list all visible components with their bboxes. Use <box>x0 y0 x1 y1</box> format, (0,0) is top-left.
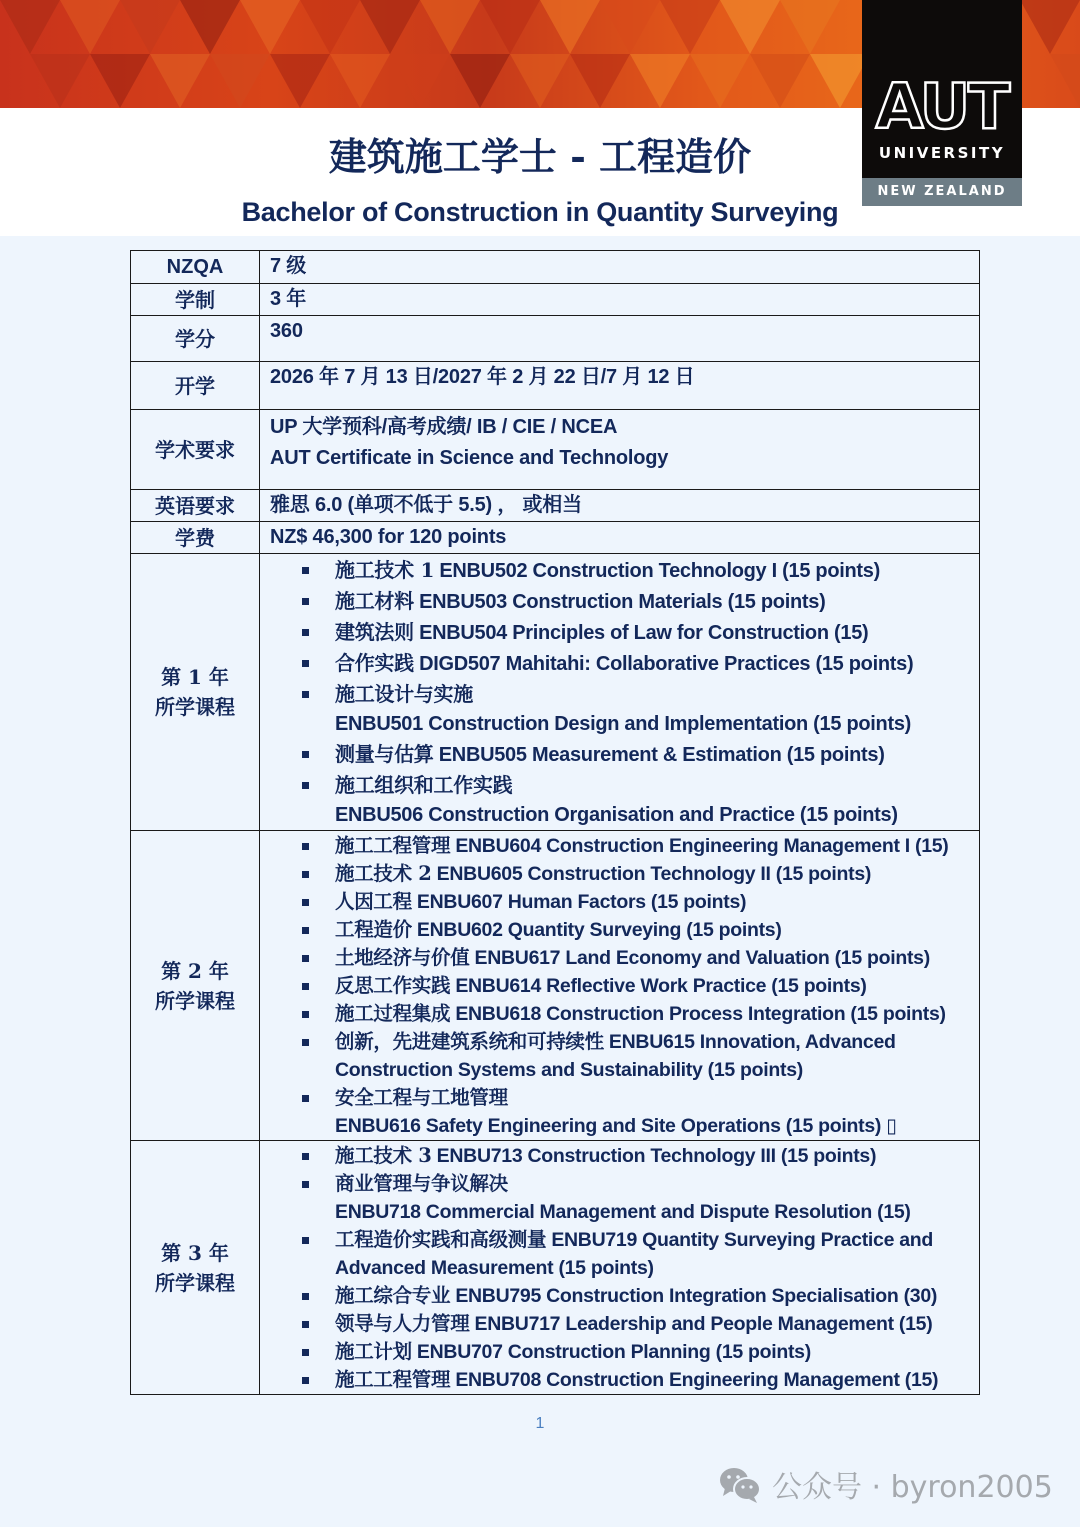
year-label-line1: 第 1 年 <box>161 665 229 689</box>
table-row-year-1 <box>131 554 980 831</box>
academic-requirement-line: AUT Certificate in Science and Technology <box>270 447 669 469</box>
course-item: 施工技术 1 ENBU502 Construction Technology I (15 points) <box>302 555 979 586</box>
course-item: 施工工程管理 ENBU604 Construction Engineering Management I (15) <box>302 832 979 860</box>
year-label <box>131 554 260 831</box>
page-number: 1 <box>535 1415 545 1432</box>
page-title-chinese: 建筑施工学士 - 工程造价 <box>328 134 752 179</box>
course-list <box>260 831 979 1140</box>
year-label-line1: 第 2 年 <box>161 958 229 983</box>
course-item: 施工综合专业 ENBU795 Construction Integration Specialisation (30) <box>302 1282 979 1310</box>
course-item: 施工技术 2 ENBU605 Construction Technology II (15 points) <box>302 860 979 888</box>
row-value: 3 年 <box>260 284 980 316</box>
watermark <box>718 1462 1053 1506</box>
course-item: 施工工程管理 ENBU708 Construction Engineering Management (15) <box>302 1366 979 1394</box>
year-courses <box>260 554 980 831</box>
row-label: 英语要求 <box>131 490 260 522</box>
course-item: 安全工程与工地管理 ENBU616 Safety Engineering and Site Operations (15 points) ▯ <box>302 1084 979 1140</box>
row-value: 2026 年 7 月 13 日/2027 年 2 月 22 日/7 月 12 日 <box>260 362 980 410</box>
course-item: 工程造价 ENBU602 Quantity Surveying (15 points) <box>302 916 979 944</box>
course-item: 创新，先进建筑系统和可持续性 ENBU615 Innovation, Advanced Construction Systems and Sustainability (15 points) <box>302 1028 979 1084</box>
aut-logo <box>862 0 1022 206</box>
table-row-credits <box>131 316 980 362</box>
course-item: 领导与人力管理 ENBU717 Leadership and People Management (15) <box>302 1310 979 1338</box>
course-item: 测量与估算 ENBU505 Measurement & Estimation (15 points) <box>302 739 979 770</box>
course-item: 商业管理与争议解决 ENBU718 Commercial Management and Dispute Resolution (15) <box>302 1170 979 1226</box>
table-row-academic-requirements <box>131 410 980 490</box>
table-row-year-2 <box>131 831 980 1141</box>
row-label: 开学 <box>131 362 260 410</box>
year-label <box>131 1141 260 1395</box>
course-item: 土地经济与价值 ENBU617 Land Economy and Valuation (15 points) <box>302 944 979 972</box>
course-item: 合作实践 DIGD507 Mahitahi: Collaborative Practices (15 points) <box>302 648 979 679</box>
row-label: 学术要求 <box>131 410 260 490</box>
course-item: 施工计划 ENBU707 Construction Planning (15 points) <box>302 1338 979 1366</box>
course-item: 建筑法则 ENBU504 Principles of Law for Construction (15) <box>302 617 979 648</box>
year-label-line2: 所学课程 <box>155 695 235 719</box>
row-value: 360 <box>260 316 980 362</box>
row-label: 学费 <box>131 522 260 554</box>
table-row-tuition <box>131 522 980 554</box>
table-row-english-requirements <box>131 490 980 522</box>
aut-logo-new-zealand: NEW ZEALAND <box>862 178 1022 206</box>
academic-requirement-line: UP 大学预科/高考成绩/ IB / CIE / NCEA <box>270 416 618 438</box>
year-label-line1: 第 3 年 <box>161 1240 229 1265</box>
row-label: 学制 <box>131 284 260 316</box>
course-item: 施工材料 ENBU503 Construction Materials (15 points) <box>302 586 979 617</box>
course-item: 人因工程 ENBU607 Human Factors (15 points) <box>302 888 979 916</box>
row-label: NZQA <box>131 251 260 284</box>
course-list <box>260 554 979 830</box>
programme-info-table <box>130 250 980 1395</box>
table-row-duration <box>131 284 980 316</box>
aut-logo-mark: AUT <box>875 70 1009 143</box>
year-courses <box>260 1141 980 1395</box>
wechat-icon <box>718 1464 762 1504</box>
row-value: 雅思 6.0 (单项不低于 5.5) ， 或相当 <box>260 490 980 522</box>
course-item: 施工技术 3 ENBU713 Construction Technology III (15 points) <box>302 1142 979 1170</box>
row-label: 学分 <box>131 316 260 362</box>
course-item: 施工组织和工作实践 ENBU506 Construction Organisation and Practice (15 points) <box>302 770 979 830</box>
row-value: 7 级 <box>260 251 980 284</box>
table-row-nzqa <box>131 251 980 284</box>
year-courses <box>260 831 980 1141</box>
row-value: NZ$ 46,300 for 120 points <box>260 522 980 554</box>
table-row-intake <box>131 362 980 410</box>
year-label-line2: 所学课程 <box>155 988 235 1013</box>
course-item: 施工过程集成 ENBU618 Construction Process Integration (15 points) <box>302 1000 979 1028</box>
year-label <box>131 831 260 1141</box>
aut-logo-university: UNIVERSITY <box>878 144 1006 162</box>
table-row-year-3 <box>131 1141 980 1395</box>
year-label-line2: 所学课程 <box>155 1270 235 1295</box>
row-value <box>260 410 980 490</box>
page-title-english: Bachelor of Construction in Quantity Surveying <box>241 197 839 227</box>
course-list <box>260 1141 979 1394</box>
watermark-text: 公众号 · byron2005 <box>772 1470 1053 1505</box>
course-item: 反思工作实践 ENBU614 Reflective Work Practice (15 points) <box>302 972 979 1000</box>
course-item: 工程造价实践和高级测量 ENBU719 Quantity Surveying Practice and Advanced Measurement (15 points) <box>302 1226 979 1282</box>
course-item: 施工设计与实施 ENBU501 Construction Design and Implementation (15 points) <box>302 679 979 739</box>
